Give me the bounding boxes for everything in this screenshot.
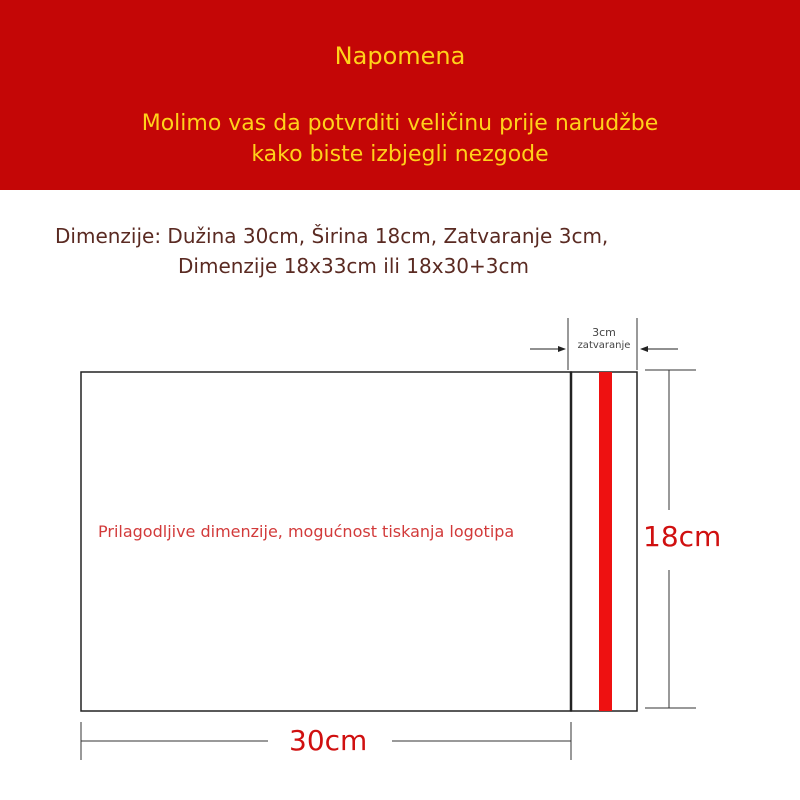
customization-note: Prilagodljive dimenzije, mogućnost tiskanja logotipa (98, 522, 515, 541)
notice-text-line-1: Molimo vas da potvrditi veličinu prije narudžbe (141, 111, 659, 136)
notice-title: Napomena (334, 42, 466, 70)
length-label: 30cm (289, 724, 368, 757)
seal-strip (599, 372, 612, 711)
dimensions-text-line-1: Dimenzije: Dužina 30cm, Širina 18cm, Zatvaranje 3cm, (55, 224, 609, 248)
dimensions-text-line-2: Dimenzije 18x33cm ili 18x30+3cm (178, 254, 529, 278)
closure-size-label: 3cm (592, 326, 616, 339)
notice-text-line-2: kako biste izbjegli nezgode (251, 142, 549, 167)
bag-body (81, 372, 571, 711)
width-label: 18cm (643, 520, 722, 553)
closure-label: zatvaranje (577, 340, 631, 351)
